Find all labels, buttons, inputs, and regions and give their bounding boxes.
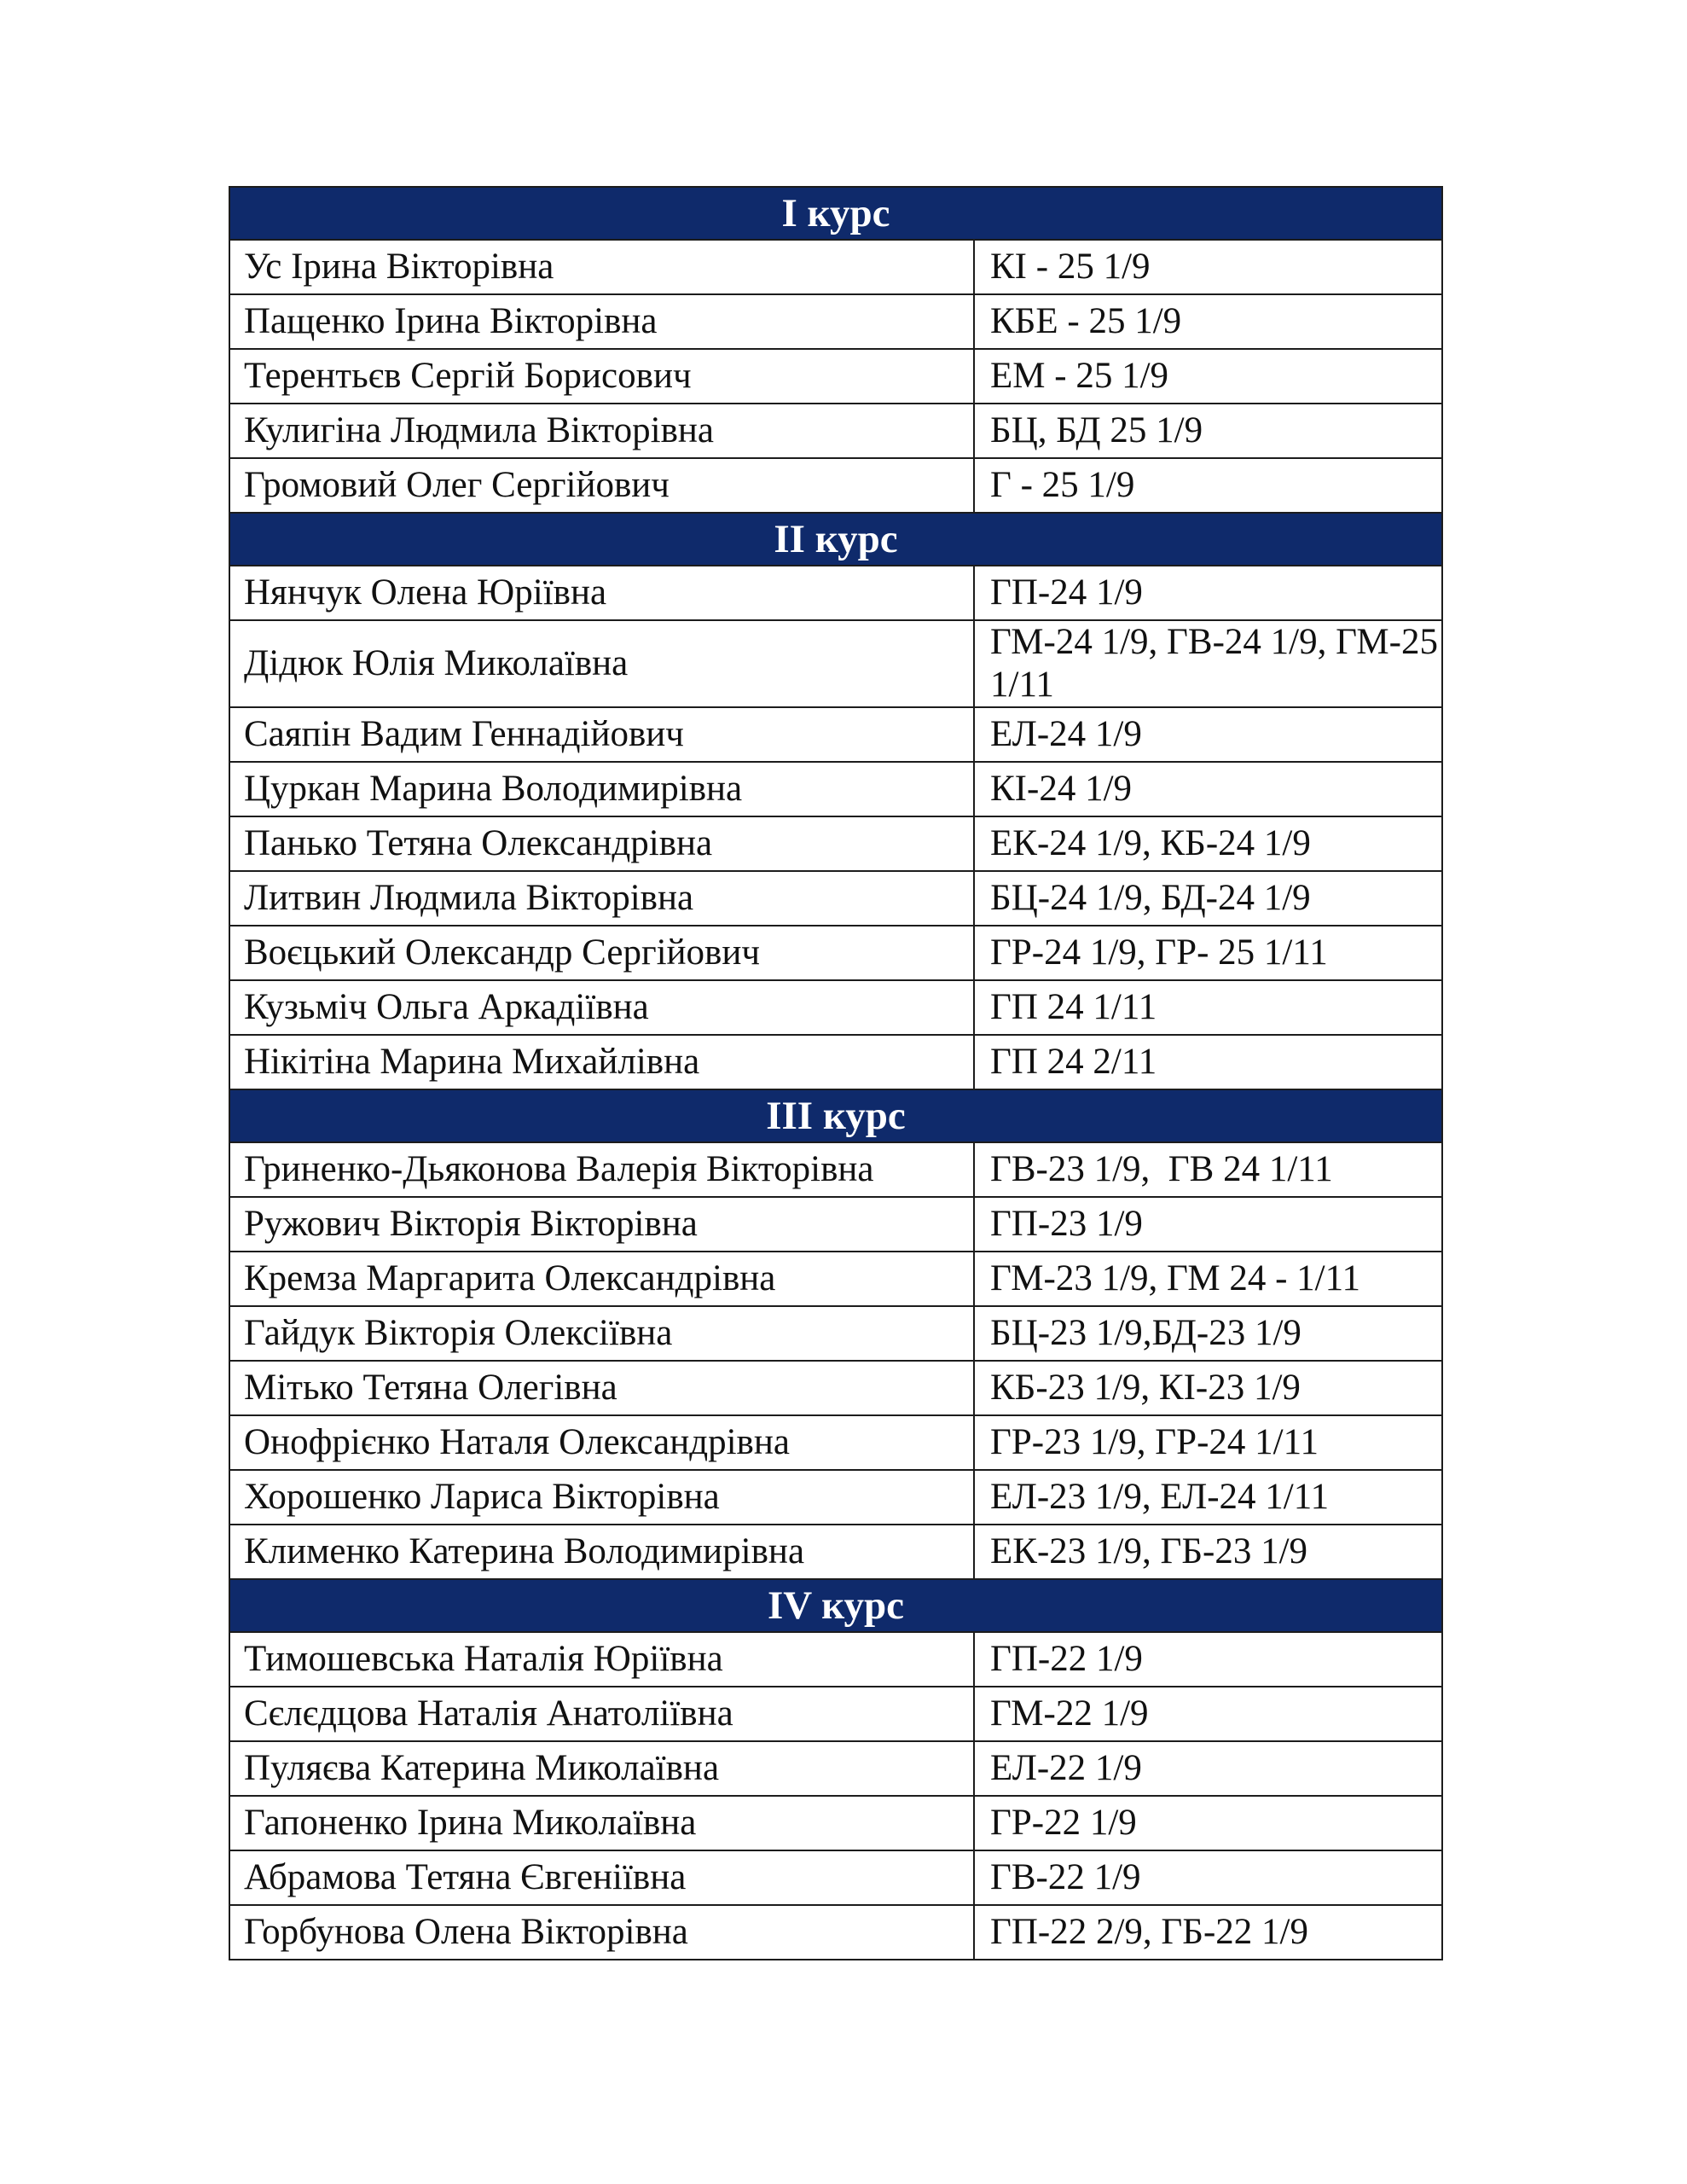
group-codes: ЕК-23 1/9, ГБ-23 1/9 <box>974 1525 1442 1579</box>
table-row <box>229 1796 1442 1850</box>
table-row <box>229 620 1442 707</box>
table-row <box>229 1361 1442 1415</box>
table-row <box>229 1035 1442 1089</box>
table-row <box>229 1197 1442 1252</box>
table-row <box>229 1741 1442 1796</box>
group-codes: ГМ-22 1/9 <box>974 1687 1442 1741</box>
table-row <box>229 1252 1442 1306</box>
curator-name: Терентьєв Сергій Борисович <box>229 349 974 404</box>
table-row <box>229 1470 1442 1525</box>
curator-name: Горбунова Олена Вікторівна <box>229 1905 974 1960</box>
section-title: I курс <box>229 187 1442 240</box>
section-header-course-1 <box>229 187 1442 240</box>
group-codes: ГП 24 2/11 <box>974 1035 1442 1089</box>
table-row <box>229 1306 1442 1361</box>
table-row <box>229 349 1442 404</box>
table-row <box>229 566 1442 620</box>
curator-name: Пуляєва Катерина Миколаївна <box>229 1741 974 1796</box>
curator-name: Панько Тетяна Олександрівна <box>229 816 974 871</box>
group-codes: КІ - 25 1/9 <box>974 240 1442 294</box>
table-row <box>229 458 1442 513</box>
group-codes: КБЕ - 25 1/9 <box>974 294 1442 349</box>
section-header-course-3 <box>229 1089 1442 1142</box>
curator-name: Литвин Людмила Вікторівна <box>229 871 974 926</box>
group-codes: ГР-23 1/9, ГР-24 1/11 <box>974 1415 1442 1470</box>
curator-name: Кузьміч Ольга Аркадіївна <box>229 980 974 1035</box>
table-row <box>229 1687 1442 1741</box>
group-codes: БЦ, БД 25 1/9 <box>974 404 1442 458</box>
curator-name: Тимошевська Наталія Юріївна <box>229 1632 974 1687</box>
group-codes: ГП-23 1/9 <box>974 1197 1442 1252</box>
section-header-course-2 <box>229 513 1442 566</box>
curator-name: Мітько Тетяна Олегівна <box>229 1361 974 1415</box>
group-codes: ГВ-23 1/9, ГВ 24 1/11 <box>974 1142 1442 1197</box>
section-title: ІІІ курс <box>229 1089 1442 1142</box>
group-codes: ЕЛ-24 1/9 <box>974 707 1442 762</box>
curator-name: Пащенко Ірина Вікторівна <box>229 294 974 349</box>
curator-name: Онофрієнко Наталя Олександрівна <box>229 1415 974 1470</box>
table-row <box>229 404 1442 458</box>
table-row <box>229 1142 1442 1197</box>
curator-name: Воєцький Олександр Сергійович <box>229 926 974 980</box>
section-title: IV курс <box>229 1579 1442 1632</box>
curator-name: Громовий Олег Сергійович <box>229 458 974 513</box>
curator-name: Ружович Вікторія Вікторівна <box>229 1197 974 1252</box>
curator-name: Гайдук Вікторія Олексіївна <box>229 1306 974 1361</box>
curator-name: Хорошенко Лариса Вікторівна <box>229 1470 974 1525</box>
course-curators-table <box>229 186 1443 1960</box>
curator-name: Дідюк Юлія Миколаївна <box>229 620 974 707</box>
group-codes: ЕЛ-22 1/9 <box>974 1741 1442 1796</box>
group-codes: ЕМ - 25 1/9 <box>974 349 1442 404</box>
curator-name: Ус Ірина Вікторівна <box>229 240 974 294</box>
table-row <box>229 1905 1442 1960</box>
group-codes: ГП 24 1/11 <box>974 980 1442 1035</box>
curator-name: Нікітіна Марина Михайлівна <box>229 1035 974 1089</box>
curator-name: Гапоненко Ірина Миколаївна <box>229 1796 974 1850</box>
table-row <box>229 1850 1442 1905</box>
curator-name: Абрамова Тетяна Євгеніївна <box>229 1850 974 1905</box>
group-codes: ГП-22 1/9 <box>974 1632 1442 1687</box>
group-codes: БЦ-23 1/9,БД-23 1/9 <box>974 1306 1442 1361</box>
curator-name: Нянчук Олена Юріївна <box>229 566 974 620</box>
group-codes: ГР-24 1/9, ГР- 25 1/11 <box>974 926 1442 980</box>
table-row <box>229 1632 1442 1687</box>
section-header-course-4 <box>229 1579 1442 1632</box>
group-codes: ЕЛ-23 1/9, ЕЛ-24 1/11 <box>974 1470 1442 1525</box>
table-row <box>229 294 1442 349</box>
group-codes: КІ-24 1/9 <box>974 762 1442 816</box>
curator-name: Кулигіна Людмила Вікторівна <box>229 404 974 458</box>
table-row <box>229 816 1442 871</box>
table-row <box>229 240 1442 294</box>
group-codes: Г - 25 1/9 <box>974 458 1442 513</box>
group-codes: БЦ-24 1/9, БД-24 1/9 <box>974 871 1442 926</box>
table-row <box>229 871 1442 926</box>
curator-name: Сєлєдцова Наталія Анатоліївна <box>229 1687 974 1741</box>
table-row <box>229 926 1442 980</box>
table-row <box>229 762 1442 816</box>
curator-name: Кремза Маргарита Олександрівна <box>229 1252 974 1306</box>
group-codes: ГП-24 1/9 <box>974 566 1442 620</box>
group-codes: ГМ-23 1/9, ГМ 24 - 1/11 <box>974 1252 1442 1306</box>
group-codes: ГР-22 1/9 <box>974 1796 1442 1850</box>
group-codes: ЕК-24 1/9, КБ-24 1/9 <box>974 816 1442 871</box>
curator-name: Клименко Катерина Володимирівна <box>229 1525 974 1579</box>
curator-name: Гриненко-Дьяконова Валерія Вікторівна <box>229 1142 974 1197</box>
curator-name: Цуркан Марина Володимирівна <box>229 762 974 816</box>
table-row <box>229 1415 1442 1470</box>
group-codes: ГМ-24 1/9, ГВ-24 1/9, ГМ-25 1/11 <box>974 620 1442 707</box>
curator-name: Саяпін Вадим Геннадійович <box>229 707 974 762</box>
group-codes: КБ-23 1/9, КІ-23 1/9 <box>974 1361 1442 1415</box>
section-title: ІІ курс <box>229 513 1442 566</box>
group-codes: ГП-22 2/9, ГБ-22 1/9 <box>974 1905 1442 1960</box>
table-row <box>229 1525 1442 1579</box>
group-codes: ГВ-22 1/9 <box>974 1850 1442 1905</box>
table-row <box>229 980 1442 1035</box>
table-row <box>229 707 1442 762</box>
